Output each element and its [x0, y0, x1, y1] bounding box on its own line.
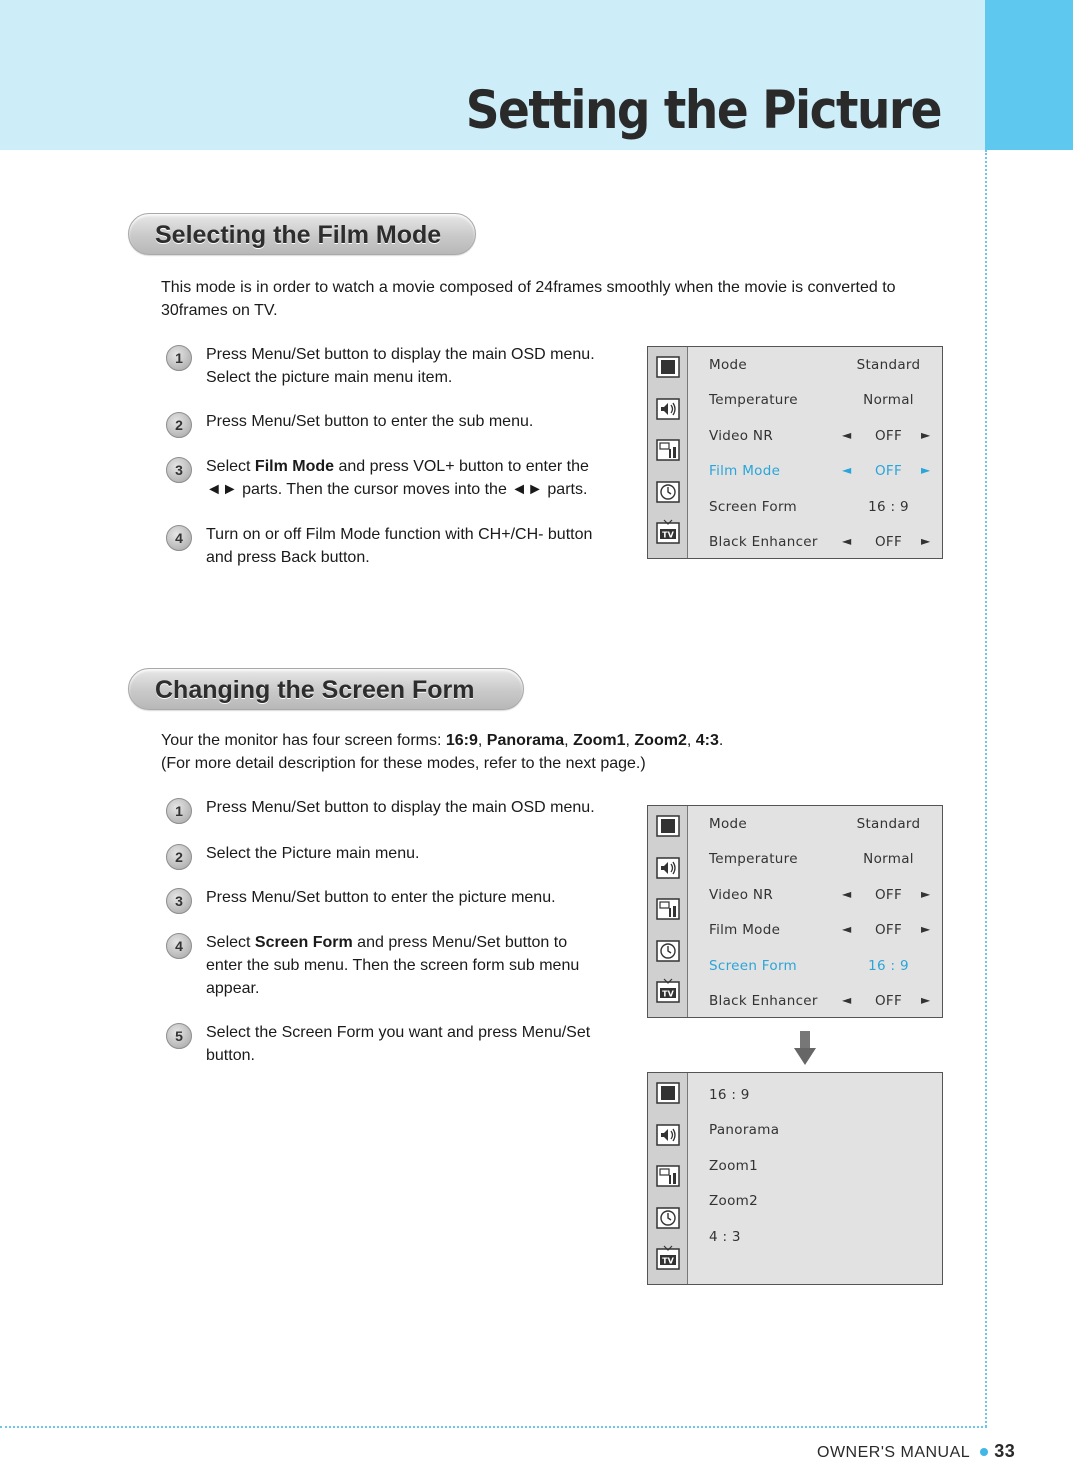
- svg-text:TV: TV: [662, 530, 674, 540]
- osd-menu-row[interactable]: [709, 428, 932, 448]
- clock-icon[interactable]: [654, 1204, 682, 1232]
- submenu-item-label: Panorama: [709, 1122, 780, 1139]
- footer-label: OWNER'S MANUAL: [817, 1444, 971, 1459]
- submenu-item[interactable]: [709, 1122, 932, 1142]
- left-arrow-icon[interactable]: ◄: [842, 886, 852, 901]
- intro-line: Your the monitor has four screen forms: 16:9, Panorama, Zoom1, Zoom2, 4:3.: [161, 732, 724, 749]
- step-number-badge: 4: [166, 525, 192, 551]
- osd-row-label: Temperature: [709, 851, 798, 868]
- submenu-item-label: Zoom1: [709, 1157, 759, 1174]
- osd-row-label: Mode: [709, 816, 747, 832]
- osd-row-value: OFF: [874, 993, 903, 1009]
- step-text: Select Film Mode and press VOL+ button to enter the ◄► parts. Then the cursor moves into the ◄► parts.: [206, 458, 589, 498]
- osd-row-label: Screen Form: [709, 957, 798, 974]
- osd-row-value: Normal: [863, 392, 914, 409]
- step-number-badge: 4: [166, 933, 192, 959]
- picture-icon[interactable]: [654, 353, 682, 381]
- osd-row-value: 16 : 9: [868, 498, 909, 515]
- osd-menu-row[interactable]: [709, 922, 932, 942]
- osd-menu-row[interactable]: [709, 958, 932, 978]
- osd-row-value: OFF: [874, 534, 903, 550]
- step-text: Press Menu/Set button to enter the picture menu.: [206, 889, 556, 906]
- osd-row-value: Standard: [856, 816, 921, 832]
- step-number-badge: 2: [166, 412, 192, 438]
- step-text: Press Menu/Set button to display the main OSD menu. Select the picture main menu item.: [206, 346, 595, 386]
- osd-row-value: 16 : 9: [868, 957, 909, 974]
- step-number-badge: 2: [166, 844, 192, 870]
- step-number-badge: 5: [166, 1023, 192, 1049]
- intro-line: 30frames on TV.: [161, 302, 278, 319]
- submenu-item[interactable]: [709, 1087, 932, 1107]
- section-heading-film-mode: [128, 213, 476, 255]
- sound-icon[interactable]: [654, 1121, 682, 1149]
- tv-icon[interactable]: [654, 1245, 682, 1273]
- osd-row-value: Normal: [863, 851, 914, 868]
- tv-icon[interactable]: [654, 519, 682, 547]
- osd-icon-column: [648, 1073, 688, 1284]
- right-arrow-icon[interactable]: ►: [921, 534, 931, 548]
- tools-icon[interactable]: [654, 1162, 682, 1190]
- right-arrow-icon[interactable]: ►: [921, 993, 931, 1007]
- osd-picture-menu-screen-form: [647, 805, 943, 1018]
- osd-menu-row[interactable]: [709, 851, 932, 871]
- intro-line: This mode is in order to watch a movie composed of 24frames smoothly when the movie is converted to: [161, 279, 896, 296]
- osd-row-label: Mode: [709, 357, 747, 373]
- intro-line: (For more detail description for these modes, refer to the next page.): [161, 755, 646, 772]
- osd-row-value: OFF: [874, 886, 903, 903]
- osd-row-value: Standard: [856, 357, 921, 373]
- osd-row-label: Video NR: [709, 886, 773, 903]
- osd-row-value: OFF: [874, 427, 903, 444]
- osd-menu-row[interactable]: [709, 463, 932, 483]
- left-arrow-icon[interactable]: ◄: [842, 463, 852, 478]
- sound-icon[interactable]: [654, 854, 682, 882]
- tools-icon[interactable]: [654, 895, 682, 923]
- osd-menu-row[interactable]: [709, 887, 932, 907]
- down-arrow-icon: [794, 1031, 816, 1065]
- picture-icon[interactable]: [654, 812, 682, 840]
- right-arrow-icon[interactable]: ►: [921, 922, 931, 937]
- submenu-item-label: Zoom2: [709, 1193, 759, 1210]
- svg-text:TV: TV: [662, 989, 674, 999]
- osd-menu-row[interactable]: [709, 993, 932, 1013]
- dotted-divider-vertical: [985, 150, 987, 1427]
- step-text: Turn on or off Film Mode function with CH+/CH- button and press Back button.: [206, 526, 593, 566]
- right-arrow-icon[interactable]: ►: [921, 886, 931, 901]
- bullet-dot-icon: [980, 1448, 988, 1456]
- tools-icon[interactable]: [654, 436, 682, 464]
- osd-row-label: Black Enhancer: [709, 993, 818, 1009]
- section1-intro: [161, 276, 921, 322]
- osd-row-label: Black Enhancer: [709, 534, 818, 550]
- osd-row-label: Film Mode: [709, 463, 781, 480]
- step-text: Press Menu/Set button to display the main OSD menu.: [206, 799, 595, 816]
- page-title: Setting the Picture: [465, 80, 941, 142]
- osd-menu-row[interactable]: [709, 534, 932, 554]
- osd-menu-row[interactable]: [709, 499, 932, 519]
- submenu-item-label: 4 : 3: [709, 1228, 741, 1245]
- sound-icon[interactable]: [654, 395, 682, 423]
- osd-row-label: Temperature: [709, 392, 798, 409]
- left-arrow-icon[interactable]: ◄: [842, 534, 852, 548]
- section2-intro: [161, 729, 921, 775]
- header-tab: [985, 0, 1073, 150]
- submenu-item[interactable]: [709, 1193, 932, 1213]
- osd-row-value: OFF: [874, 922, 903, 939]
- tv-icon[interactable]: [654, 978, 682, 1006]
- osd-row-value: OFF: [874, 463, 903, 480]
- osd-icon-column: [648, 347, 688, 558]
- picture-icon[interactable]: [654, 1079, 682, 1107]
- osd-menu-row[interactable]: [709, 357, 932, 377]
- page-number: 33: [994, 1441, 1016, 1459]
- clock-icon[interactable]: [654, 478, 682, 506]
- osd-row-label: Film Mode: [709, 922, 781, 939]
- section-heading-label: Changing the Screen Form: [155, 676, 475, 704]
- step-text: Select the Picture main menu.: [206, 845, 420, 862]
- step-number-badge: 3: [166, 457, 192, 483]
- osd-menu-row[interactable]: [709, 392, 932, 412]
- step-number-badge: 1: [166, 345, 192, 371]
- right-arrow-icon[interactable]: ►: [921, 427, 931, 442]
- submenu-item[interactable]: [709, 1158, 932, 1178]
- right-arrow-icon[interactable]: ►: [921, 463, 931, 478]
- left-arrow-icon[interactable]: ◄: [842, 922, 852, 937]
- left-arrow-icon[interactable]: ◄: [842, 993, 852, 1007]
- osd-icon-column: [648, 806, 688, 1017]
- submenu-item-label: 16 : 9: [709, 1087, 750, 1103]
- submenu-item[interactable]: [709, 1229, 932, 1249]
- osd-picture-menu-film-mode: [647, 346, 943, 559]
- osd-row-label: Screen Form: [709, 498, 798, 515]
- clock-icon[interactable]: [654, 937, 682, 965]
- osd-screen-form-submenu: [647, 1072, 943, 1285]
- osd-row-label: Video NR: [709, 427, 773, 444]
- step-number-badge: 3: [166, 888, 192, 914]
- step-text: Select Screen Form and press Menu/Set button to enter the sub menu. Then the screen form sub menu appear.: [206, 934, 580, 997]
- section-heading-label: Selecting the Film Mode: [155, 221, 442, 249]
- footer: [817, 1441, 1015, 1459]
- section-heading-screen-form: [128, 668, 524, 710]
- step-text: Press Menu/Set button to enter the sub menu.: [206, 413, 534, 430]
- left-arrow-icon[interactable]: ◄: [842, 427, 852, 442]
- dotted-divider-horizontal: [0, 1426, 987, 1428]
- osd-menu-row[interactable]: [709, 816, 932, 836]
- step-number-badge: 1: [166, 798, 192, 824]
- step-text: Select the Screen Form you want and press Menu/Set button.: [206, 1024, 591, 1064]
- svg-text:TV: TV: [662, 1256, 674, 1266]
